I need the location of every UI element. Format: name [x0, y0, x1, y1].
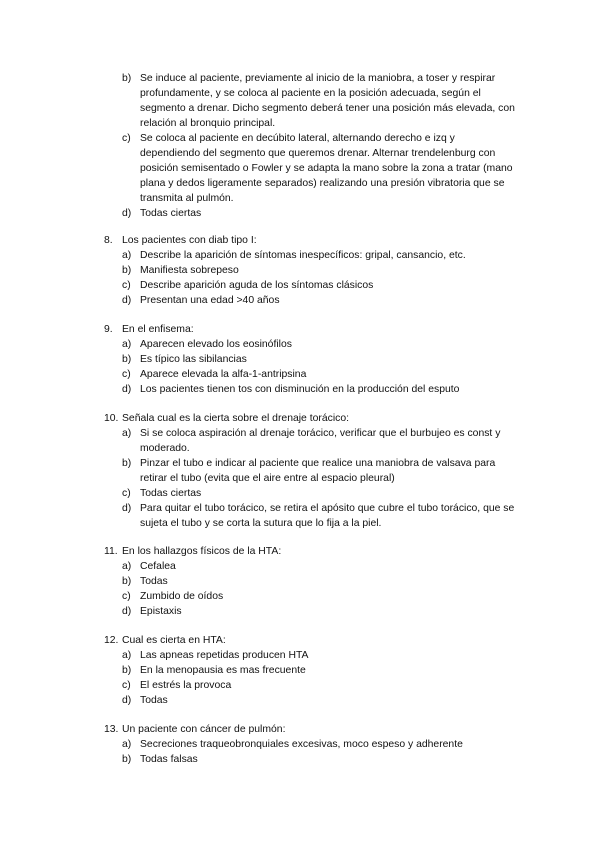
option-text: Todas falsas [140, 754, 198, 765]
option-text: Todas [140, 576, 168, 587]
option-letter: b) [122, 354, 132, 365]
option-letter: d) [122, 606, 132, 617]
option-text: Las apneas repetidas producen HTA [140, 650, 309, 661]
option-c [122, 278, 517, 293]
option-letter: c) [122, 369, 131, 380]
option-text: Describe la aparición de síntomas inespecíficos: gripal, cansancio, etc. [140, 250, 466, 261]
option-letter: a) [122, 650, 132, 661]
option-b [122, 263, 517, 278]
option-c [122, 131, 517, 206]
option-text: Secreciones traqueobronquiales excesivas, moco espeso y adherente [140, 739, 463, 750]
option-letter: d) [122, 295, 132, 306]
option-text: Pinzar el tubo e indicar al paciente que realice una maniobra de valsava para retirar el tubo (evita que el aire entre al espacio pleural) [140, 458, 496, 484]
option-letter: c) [122, 488, 131, 499]
question-8 [104, 233, 517, 308]
option-b [122, 456, 517, 486]
option-text: Es típico las sibilancias [140, 354, 247, 365]
option-a [122, 426, 517, 456]
option-text: Todas ciertas [140, 488, 202, 499]
option-d [122, 293, 517, 308]
option-text: Se induce al paciente, previamente al inicio de la maniobra, a toser y respirar profundamente, y se coloca al paciente en la posición adecuada, según el segmento a drenar. Dicho segmento deberá tener una posición más elevada, con relación al bronquio principal. [140, 73, 515, 129]
option-letter: d) [122, 208, 132, 219]
option-letter: a) [122, 250, 132, 261]
option-text: El estrés la provoca [140, 680, 232, 691]
question-stem [104, 722, 517, 737]
option-text: Describe aparición aguda de los síntomas clásicos [140, 280, 374, 291]
option-text: Cefalea [140, 561, 176, 572]
option-text: Manifiesta sobrepeso [140, 265, 239, 276]
option-text: En la menopausia es mas frecuente [140, 665, 306, 676]
option-letter: b) [122, 576, 132, 587]
option-d [122, 206, 517, 221]
option-letter: b) [122, 265, 132, 276]
option-b [122, 352, 517, 367]
question-number: 8. [104, 235, 113, 246]
question-number: 12. [104, 635, 119, 646]
question-12 [104, 633, 517, 708]
option-a [122, 648, 517, 663]
option-c [122, 589, 517, 604]
option-letter: c) [122, 680, 131, 691]
question-7-continuation [122, 71, 517, 221]
option-letter: d) [122, 384, 132, 395]
option-letter: d) [122, 695, 132, 706]
option-letter: c) [122, 133, 131, 144]
option-letter: c) [122, 591, 131, 602]
option-d [122, 693, 517, 708]
option-text: Aparece elevada la alfa-1-antripsina [140, 369, 307, 380]
question-11 [104, 544, 517, 619]
option-text: Todas [140, 695, 168, 706]
option-letter: a) [122, 339, 132, 350]
option-letter: b) [122, 73, 132, 84]
option-text: Los pacientes tienen tos con disminución en la producción del esputo [140, 384, 460, 395]
option-c [122, 486, 517, 501]
question-text: Señala cual es la cierta sobre el drenaje torácico: [122, 413, 349, 424]
option-text: Presentan una edad >40 años [140, 295, 280, 306]
question-text: En el enfisema: [122, 324, 194, 335]
option-letter: b) [122, 665, 132, 676]
question-text: Los pacientes con diab tipo I: [122, 235, 257, 246]
question-stem [104, 411, 517, 426]
option-b [122, 752, 517, 767]
option-letter: a) [122, 739, 132, 750]
option-text: Si se coloca aspiración al drenaje torácico, verificar que el burbujeo es const y moderado. [140, 428, 501, 454]
question-number: 10. [104, 413, 119, 424]
question-text: En los hallazgos físicos de la HTA: [122, 546, 282, 557]
option-c [122, 367, 517, 382]
option-text: Se coloca al paciente en decúbito lateral, alternando derecho e izq y dependiendo del segmento que queremos drenar. Alternar trendelenburg con posición semisentado o Fowler y se adapta la mano sobre la zona a tratar (mano plana y dedos ligeramente separados) realizando una presión vibratoria que se transmita al pulmón. [140, 133, 513, 204]
option-d [122, 382, 517, 397]
option-letter: b) [122, 458, 132, 469]
option-b [122, 663, 517, 678]
question-stem [104, 233, 517, 248]
option-text: Aparecen elevado los eosinófilos [140, 339, 292, 350]
question-number: 13. [104, 724, 119, 735]
question-stem [104, 322, 517, 337]
option-b [122, 71, 517, 131]
option-text: Para quitar el tubo torácico, se retira el apósito que cubre el tubo torácico, que se sujeta el tubo y se corta la sutura que lo fija a la piel. [140, 503, 515, 529]
option-letter: d) [122, 503, 132, 514]
option-letter: a) [122, 428, 132, 439]
option-text: Epistaxis [140, 606, 182, 617]
option-a [122, 559, 517, 574]
option-c [122, 678, 517, 693]
question-stem [104, 544, 517, 559]
option-d [122, 604, 517, 619]
option-letter: a) [122, 561, 132, 572]
option-a [122, 737, 517, 752]
question-9 [104, 322, 517, 397]
option-letter: c) [122, 280, 131, 291]
question-number: 9. [104, 324, 113, 335]
question-text: Cual es cierta en HTA: [122, 635, 226, 646]
option-letter: b) [122, 754, 132, 765]
question-number: 11. [104, 546, 118, 557]
option-a [122, 337, 517, 352]
option-b [122, 574, 517, 589]
question-13 [104, 722, 517, 767]
question-10 [104, 411, 517, 531]
option-text: Zumbido de oídos [140, 591, 224, 602]
option-text: Todas ciertas [140, 208, 202, 219]
question-stem [104, 633, 517, 648]
option-a [122, 248, 517, 263]
question-text: Un paciente con cáncer de pulmón: [122, 724, 286, 735]
option-d [122, 501, 517, 531]
